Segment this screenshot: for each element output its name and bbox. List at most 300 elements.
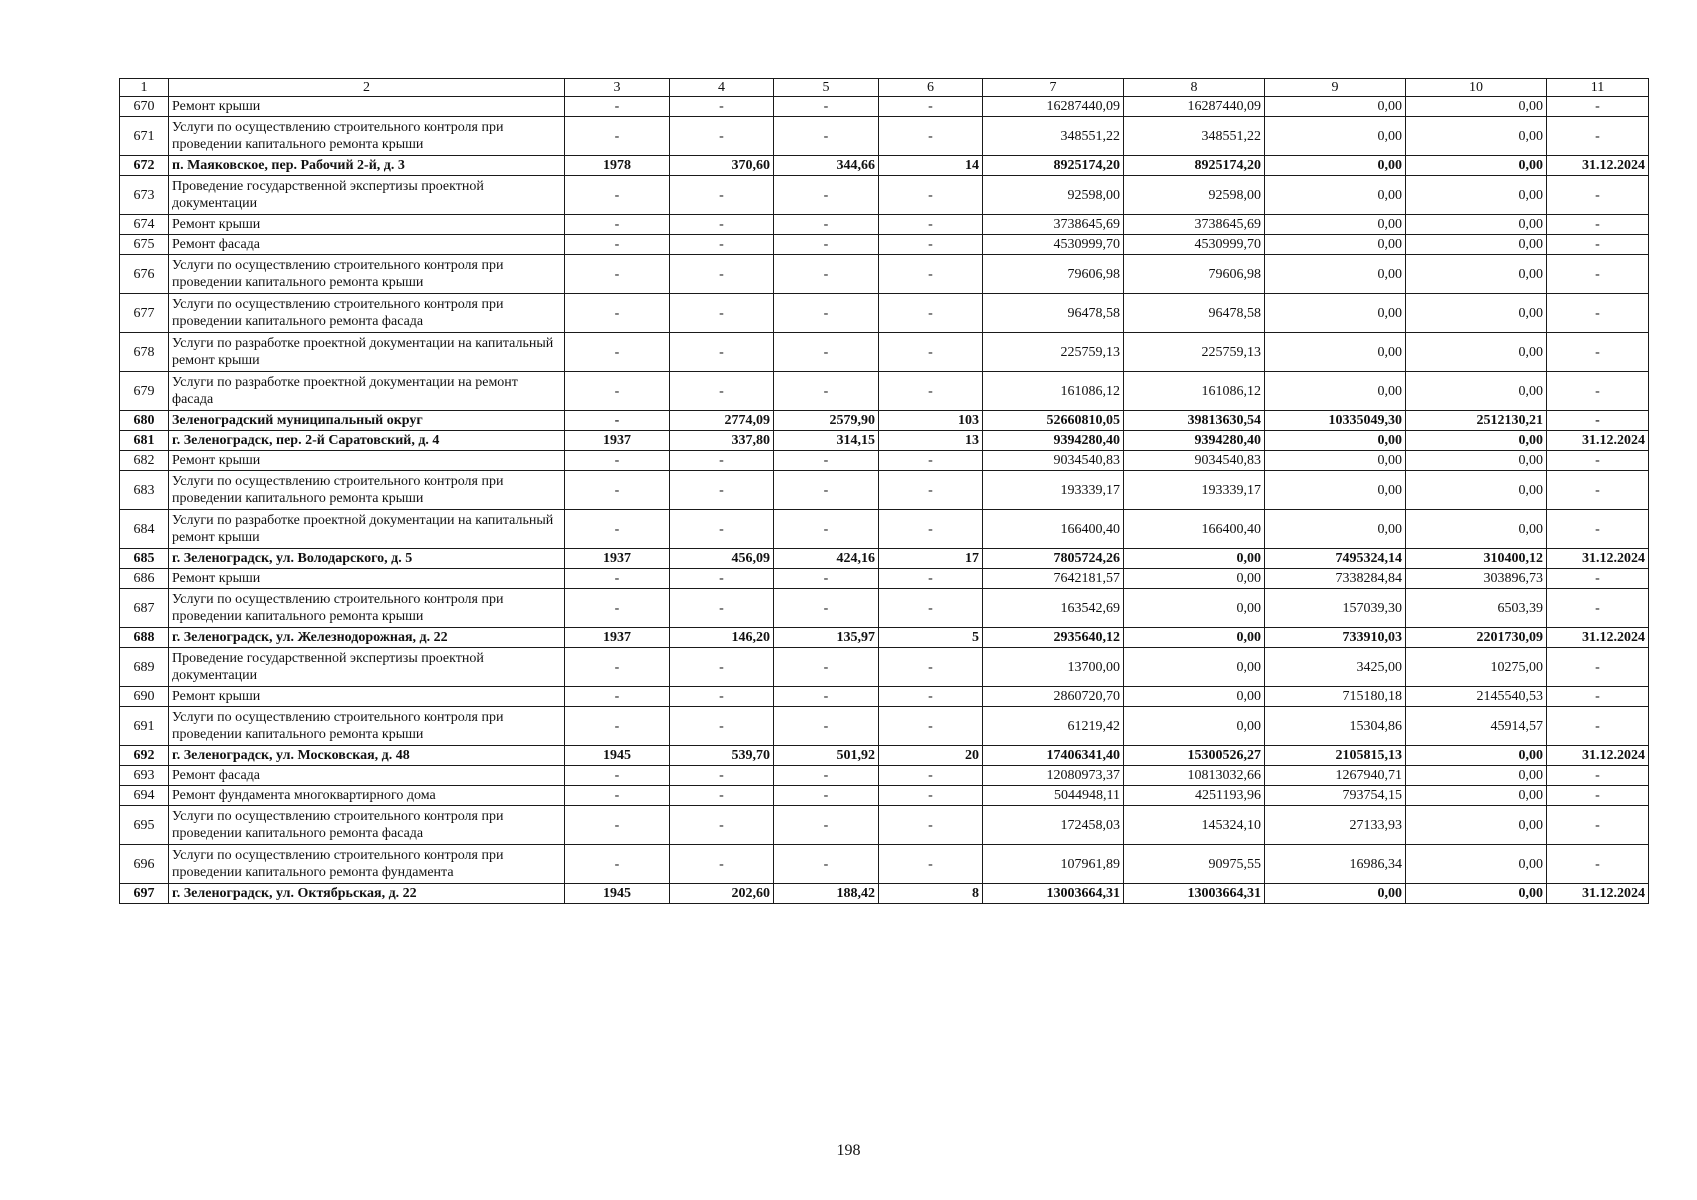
work-item-row xyxy=(120,333,1649,372)
cell-col-4: 539,70 xyxy=(670,746,774,766)
cell-col-5: - xyxy=(774,235,879,255)
cell-col-9: 10335049,30 xyxy=(1265,411,1406,431)
cell-col-3: - xyxy=(565,707,670,746)
cell-col-6: 13 xyxy=(879,431,983,451)
cell-col-7: 13700,00 xyxy=(983,648,1124,687)
cell-col-5: - xyxy=(774,707,879,746)
cell-col-5: - xyxy=(774,176,879,215)
cell-col-4: - xyxy=(670,806,774,845)
item-name: Услуги по осуществлению строительного контроля при проведении капитального ремонта крыши xyxy=(169,255,565,294)
cell-col-5: - xyxy=(774,589,879,628)
cell-col-10: 0,00 xyxy=(1406,471,1547,510)
item-name: Ремонт крыши xyxy=(169,97,565,117)
cell-col-7: 4530999,70 xyxy=(983,235,1124,255)
cell-col-5: - xyxy=(774,786,879,806)
cell-col-6: 17 xyxy=(879,549,983,569)
column-number-cell: 10 xyxy=(1406,79,1547,97)
cell-col-10: 0,00 xyxy=(1406,451,1547,471)
item-name: Ремонт фасада xyxy=(169,235,565,255)
cell-col-10: 0,00 xyxy=(1406,884,1547,904)
row-number: 679 xyxy=(120,372,169,411)
row-number: 692 xyxy=(120,746,169,766)
cell-col-9: 0,00 xyxy=(1265,156,1406,176)
work-item-row xyxy=(120,589,1649,628)
cell-col-11: - xyxy=(1547,333,1649,372)
cell-col-10: 0,00 xyxy=(1406,255,1547,294)
cell-col-7: 16287440,09 xyxy=(983,97,1124,117)
cell-col-4: - xyxy=(670,294,774,333)
cell-col-6: - xyxy=(879,255,983,294)
item-name: г. Зеленоградск, пер. 2-й Саратовский, д. 4 xyxy=(169,431,565,451)
cell-col-11: - xyxy=(1547,589,1649,628)
row-number: 673 xyxy=(120,176,169,215)
cell-col-11: 31.12.2024 xyxy=(1547,884,1649,904)
cell-col-5: 188,42 xyxy=(774,884,879,904)
cell-col-8: 8925174,20 xyxy=(1124,156,1265,176)
cell-col-6: 103 xyxy=(879,411,983,431)
cell-col-4: 370,60 xyxy=(670,156,774,176)
object-summary-row xyxy=(120,431,1649,451)
cell-col-4: - xyxy=(670,235,774,255)
cell-col-11: - xyxy=(1547,97,1649,117)
cell-col-9: 15304,86 xyxy=(1265,707,1406,746)
cell-col-4: - xyxy=(670,589,774,628)
row-number: 681 xyxy=(120,431,169,451)
cell-col-3: - xyxy=(565,569,670,589)
item-name: Проведение государственной экспертизы проектной документации xyxy=(169,176,565,215)
cell-col-11: - xyxy=(1547,117,1649,156)
cell-col-6: - xyxy=(879,235,983,255)
cell-col-9: 793754,15 xyxy=(1265,786,1406,806)
cell-col-6: - xyxy=(879,766,983,786)
cell-col-4: - xyxy=(670,97,774,117)
cell-col-7: 8925174,20 xyxy=(983,156,1124,176)
cell-col-11: - xyxy=(1547,215,1649,235)
cell-col-10: 0,00 xyxy=(1406,294,1547,333)
cell-col-7: 13003664,31 xyxy=(983,884,1124,904)
cell-col-8: 0,00 xyxy=(1124,549,1265,569)
item-name: г. Зеленоградск, ул. Железнодорожная, д. 22 xyxy=(169,628,565,648)
column-number-cell: 11 xyxy=(1547,79,1649,97)
row-number: 676 xyxy=(120,255,169,294)
cell-col-6: - xyxy=(879,589,983,628)
work-item-row xyxy=(120,97,1649,117)
cell-col-7: 9034540,83 xyxy=(983,451,1124,471)
cell-col-10: 310400,12 xyxy=(1406,549,1547,569)
cell-col-10: 2201730,09 xyxy=(1406,628,1547,648)
cell-col-5: - xyxy=(774,806,879,845)
cell-col-11: - xyxy=(1547,648,1649,687)
cell-col-8: 96478,58 xyxy=(1124,294,1265,333)
item-name: Зеленоградский муниципальный округ xyxy=(169,411,565,431)
cell-col-6: 20 xyxy=(879,746,983,766)
cell-col-11: - xyxy=(1547,687,1649,707)
row-number: 672 xyxy=(120,156,169,176)
cell-col-5: - xyxy=(774,471,879,510)
cell-col-3: - xyxy=(565,235,670,255)
cell-col-4: 202,60 xyxy=(670,884,774,904)
cell-col-10: 0,00 xyxy=(1406,786,1547,806)
cell-col-11: - xyxy=(1547,569,1649,589)
register-body xyxy=(120,79,1649,904)
cell-col-7: 52660810,05 xyxy=(983,411,1124,431)
cell-col-5: - xyxy=(774,845,879,884)
cell-col-10: 45914,57 xyxy=(1406,707,1547,746)
cell-col-8: 4530999,70 xyxy=(1124,235,1265,255)
cell-col-3: - xyxy=(565,510,670,549)
work-item-row xyxy=(120,215,1649,235)
cell-col-5: - xyxy=(774,117,879,156)
item-name: Проведение государственной экспертизы проектной документации xyxy=(169,648,565,687)
cell-col-9: 0,00 xyxy=(1265,294,1406,333)
cell-col-6: - xyxy=(879,648,983,687)
cell-col-6: - xyxy=(879,176,983,215)
cell-col-10: 0,00 xyxy=(1406,510,1547,549)
cell-col-6: 8 xyxy=(879,884,983,904)
cell-col-10: 0,00 xyxy=(1406,156,1547,176)
item-name: Услуги по осуществлению строительного контроля при проведении капитального ремонта крыши xyxy=(169,707,565,746)
cell-col-9: 0,00 xyxy=(1265,451,1406,471)
cell-col-3: - xyxy=(565,255,670,294)
column-number-cell: 8 xyxy=(1124,79,1265,97)
cell-col-5: - xyxy=(774,255,879,294)
cell-col-9: 0,00 xyxy=(1265,255,1406,294)
cell-col-4: - xyxy=(670,215,774,235)
cell-col-8: 166400,40 xyxy=(1124,510,1265,549)
cell-col-3: - xyxy=(565,372,670,411)
cell-col-5: - xyxy=(774,215,879,235)
cell-col-11: - xyxy=(1547,510,1649,549)
cell-col-11: - xyxy=(1547,707,1649,746)
cell-col-5: - xyxy=(774,648,879,687)
cell-col-8: 0,00 xyxy=(1124,648,1265,687)
row-number: 696 xyxy=(120,845,169,884)
cell-col-3: - xyxy=(565,117,670,156)
cell-col-3: - xyxy=(565,589,670,628)
cell-col-11: 31.12.2024 xyxy=(1547,746,1649,766)
cell-col-9: 27133,93 xyxy=(1265,806,1406,845)
cell-col-6: - xyxy=(879,845,983,884)
cell-col-3: - xyxy=(565,176,670,215)
row-number: 693 xyxy=(120,766,169,786)
cell-col-6: 14 xyxy=(879,156,983,176)
item-name: Услуги по осуществлению строительного контроля при проведении капитального ремонта крыши xyxy=(169,117,565,156)
cell-col-8: 13003664,31 xyxy=(1124,884,1265,904)
cell-col-6: - xyxy=(879,451,983,471)
cell-col-6: - xyxy=(879,333,983,372)
column-number-cell: 4 xyxy=(670,79,774,97)
cell-col-10: 2512130,21 xyxy=(1406,411,1547,431)
cell-col-10: 0,00 xyxy=(1406,746,1547,766)
cell-col-10: 0,00 xyxy=(1406,97,1547,117)
cell-col-10: 2145540,53 xyxy=(1406,687,1547,707)
cell-col-9: 0,00 xyxy=(1265,431,1406,451)
item-name: Ремонт крыши xyxy=(169,451,565,471)
cell-col-9: 7338284,84 xyxy=(1265,569,1406,589)
cell-col-8: 3738645,69 xyxy=(1124,215,1265,235)
work-item-row xyxy=(120,786,1649,806)
row-number: 695 xyxy=(120,806,169,845)
row-number: 682 xyxy=(120,451,169,471)
cell-col-7: 96478,58 xyxy=(983,294,1124,333)
cell-col-5: - xyxy=(774,687,879,707)
cell-col-4: - xyxy=(670,786,774,806)
cell-col-6: - xyxy=(879,687,983,707)
row-number: 687 xyxy=(120,589,169,628)
item-name: Услуги по разработке проектной документации на капитальный ремонт крыши xyxy=(169,510,565,549)
row-number: 674 xyxy=(120,215,169,235)
cell-col-6: - xyxy=(879,786,983,806)
cell-col-6: - xyxy=(879,294,983,333)
item-name: Услуги по разработке проектной документации на ремонт фасада xyxy=(169,372,565,411)
register-sheet xyxy=(119,78,1649,904)
cell-col-4: - xyxy=(670,648,774,687)
cell-col-6: - xyxy=(879,117,983,156)
cell-col-6: - xyxy=(879,372,983,411)
cell-col-3: - xyxy=(565,766,670,786)
item-name: Ремонт крыши xyxy=(169,215,565,235)
cell-col-9: 0,00 xyxy=(1265,235,1406,255)
row-number: 688 xyxy=(120,628,169,648)
work-item-row xyxy=(120,117,1649,156)
row-number: 680 xyxy=(120,411,169,431)
cell-col-7: 17406341,40 xyxy=(983,746,1124,766)
work-item-row xyxy=(120,707,1649,746)
cell-col-4: - xyxy=(670,451,774,471)
cell-col-9: 0,00 xyxy=(1265,884,1406,904)
object-summary-row xyxy=(120,156,1649,176)
work-item-row xyxy=(120,845,1649,884)
cell-col-5: 424,16 xyxy=(774,549,879,569)
cell-col-11: - xyxy=(1547,845,1649,884)
row-number: 694 xyxy=(120,786,169,806)
cell-col-8: 225759,13 xyxy=(1124,333,1265,372)
row-number: 689 xyxy=(120,648,169,687)
cell-col-8: 0,00 xyxy=(1124,589,1265,628)
cell-col-9: 733910,03 xyxy=(1265,628,1406,648)
cell-col-10: 303896,73 xyxy=(1406,569,1547,589)
work-item-row xyxy=(120,766,1649,786)
cell-col-3: - xyxy=(565,648,670,687)
cell-col-9: 715180,18 xyxy=(1265,687,1406,707)
object-summary-row xyxy=(120,884,1649,904)
cell-col-4: 456,09 xyxy=(670,549,774,569)
cell-col-4: - xyxy=(670,845,774,884)
row-number: 678 xyxy=(120,333,169,372)
cell-col-5: - xyxy=(774,372,879,411)
cell-col-6: - xyxy=(879,707,983,746)
column-number-cell: 9 xyxy=(1265,79,1406,97)
column-number-cell: 6 xyxy=(879,79,983,97)
cell-col-3: - xyxy=(565,451,670,471)
cell-col-4: - xyxy=(670,766,774,786)
cell-col-11: 31.12.2024 xyxy=(1547,431,1649,451)
column-number-cell: 2 xyxy=(169,79,565,97)
cell-col-8: 0,00 xyxy=(1124,687,1265,707)
item-name: Ремонт фундамента многоквартирного дома xyxy=(169,786,565,806)
cell-col-7: 3738645,69 xyxy=(983,215,1124,235)
cell-col-9: 0,00 xyxy=(1265,333,1406,372)
item-name: Ремонт крыши xyxy=(169,687,565,707)
cell-col-3: - xyxy=(565,294,670,333)
item-name: г. Зеленоградск, ул. Володарского, д. 5 xyxy=(169,549,565,569)
cell-col-5: 501,92 xyxy=(774,746,879,766)
cell-col-7: 2860720,70 xyxy=(983,687,1124,707)
cell-col-7: 193339,17 xyxy=(983,471,1124,510)
cell-col-9: 0,00 xyxy=(1265,176,1406,215)
cell-col-6: - xyxy=(879,215,983,235)
cell-col-4: - xyxy=(670,707,774,746)
cell-col-10: 0,00 xyxy=(1406,176,1547,215)
cell-col-9: 2105815,13 xyxy=(1265,746,1406,766)
cell-col-3: - xyxy=(565,97,670,117)
cell-col-4: - xyxy=(670,117,774,156)
row-number: 683 xyxy=(120,471,169,510)
cell-col-5: 344,66 xyxy=(774,156,879,176)
cell-col-10: 0,00 xyxy=(1406,845,1547,884)
row-number: 685 xyxy=(120,549,169,569)
cell-col-7: 79606,98 xyxy=(983,255,1124,294)
cell-col-8: 348551,22 xyxy=(1124,117,1265,156)
object-summary-row xyxy=(120,746,1649,766)
cell-col-7: 348551,22 xyxy=(983,117,1124,156)
cell-col-7: 225759,13 xyxy=(983,333,1124,372)
cell-col-6: - xyxy=(879,510,983,549)
column-number-cell: 3 xyxy=(565,79,670,97)
cell-col-11: 31.12.2024 xyxy=(1547,628,1649,648)
cell-col-7: 7642181,57 xyxy=(983,569,1124,589)
row-number: 697 xyxy=(120,884,169,904)
cell-col-7: 172458,03 xyxy=(983,806,1124,845)
column-number-cell: 5 xyxy=(774,79,879,97)
cell-col-8: 0,00 xyxy=(1124,569,1265,589)
cell-col-6: - xyxy=(879,471,983,510)
repair-register-table xyxy=(119,78,1649,904)
cell-col-11: - xyxy=(1547,766,1649,786)
cell-col-7: 9394280,40 xyxy=(983,431,1124,451)
cell-col-8: 39813630,54 xyxy=(1124,411,1265,431)
item-name: Услуги по осуществлению строительного контроля при проведении капитального ремонта крыши xyxy=(169,471,565,510)
cell-col-8: 92598,00 xyxy=(1124,176,1265,215)
work-item-row xyxy=(120,235,1649,255)
work-item-row xyxy=(120,372,1649,411)
cell-col-10: 0,00 xyxy=(1406,431,1547,451)
cell-col-9: 0,00 xyxy=(1265,372,1406,411)
cell-col-4: - xyxy=(670,687,774,707)
cell-col-5: - xyxy=(774,97,879,117)
cell-col-3: 1978 xyxy=(565,156,670,176)
cell-col-5: - xyxy=(774,510,879,549)
column-number-cell: 1 xyxy=(120,79,169,97)
cell-col-7: 163542,69 xyxy=(983,589,1124,628)
work-item-row xyxy=(120,510,1649,549)
cell-col-3: - xyxy=(565,845,670,884)
cell-col-11: - xyxy=(1547,411,1649,431)
cell-col-10: 0,00 xyxy=(1406,333,1547,372)
item-name: г. Зеленоградск, ул. Московская, д. 48 xyxy=(169,746,565,766)
cell-col-9: 0,00 xyxy=(1265,471,1406,510)
page-number: 198 xyxy=(836,1142,861,1159)
cell-col-6: - xyxy=(879,97,983,117)
work-item-row xyxy=(120,294,1649,333)
row-number: 691 xyxy=(120,707,169,746)
cell-col-7: 2935640,12 xyxy=(983,628,1124,648)
cell-col-10: 0,00 xyxy=(1406,766,1547,786)
cell-col-6: - xyxy=(879,569,983,589)
work-item-row xyxy=(120,255,1649,294)
cell-col-10: 0,00 xyxy=(1406,117,1547,156)
cell-col-8: 0,00 xyxy=(1124,628,1265,648)
cell-col-11: - xyxy=(1547,451,1649,471)
cell-col-8: 16287440,09 xyxy=(1124,97,1265,117)
cell-col-8: 4251193,96 xyxy=(1124,786,1265,806)
cell-col-4: - xyxy=(670,333,774,372)
row-number: 671 xyxy=(120,117,169,156)
row-number: 684 xyxy=(120,510,169,549)
cell-col-9: 16986,34 xyxy=(1265,845,1406,884)
cell-col-3: - xyxy=(565,333,670,372)
cell-col-5: 135,97 xyxy=(774,628,879,648)
cell-col-8: 90975,55 xyxy=(1124,845,1265,884)
cell-col-9: 157039,30 xyxy=(1265,589,1406,628)
cell-col-7: 166400,40 xyxy=(983,510,1124,549)
cell-col-10: 0,00 xyxy=(1406,372,1547,411)
cell-col-8: 10813032,66 xyxy=(1124,766,1265,786)
item-name: Услуги по осуществлению строительного контроля при проведении капитального ремонта фасада xyxy=(169,294,565,333)
column-number-row xyxy=(120,79,1649,97)
cell-col-7: 7805724,26 xyxy=(983,549,1124,569)
cell-col-5: - xyxy=(774,766,879,786)
cell-col-5: - xyxy=(774,294,879,333)
cell-col-10: 0,00 xyxy=(1406,235,1547,255)
cell-col-3: - xyxy=(565,471,670,510)
row-number: 670 xyxy=(120,97,169,117)
cell-col-3: - xyxy=(565,687,670,707)
cell-col-5: - xyxy=(774,333,879,372)
cell-col-7: 107961,89 xyxy=(983,845,1124,884)
cell-col-10: 6503,39 xyxy=(1406,589,1547,628)
cell-col-6: 5 xyxy=(879,628,983,648)
cell-col-8: 79606,98 xyxy=(1124,255,1265,294)
cell-col-4: 337,80 xyxy=(670,431,774,451)
cell-col-9: 0,00 xyxy=(1265,97,1406,117)
cell-col-8: 9394280,40 xyxy=(1124,431,1265,451)
cell-col-4: - xyxy=(670,176,774,215)
work-item-row xyxy=(120,648,1649,687)
cell-col-11: - xyxy=(1547,235,1649,255)
cell-col-11: - xyxy=(1547,294,1649,333)
cell-col-10: 10275,00 xyxy=(1406,648,1547,687)
item-name: п. Маяковское, пер. Рабочий 2-й, д. 3 xyxy=(169,156,565,176)
item-name: Услуги по осуществлению строительного контроля при проведении капитального ремонта крыши xyxy=(169,589,565,628)
cell-col-7: 5044948,11 xyxy=(983,786,1124,806)
cell-col-8: 161086,12 xyxy=(1124,372,1265,411)
cell-col-11: - xyxy=(1547,806,1649,845)
work-item-row xyxy=(120,471,1649,510)
cell-col-7: 61219,42 xyxy=(983,707,1124,746)
cell-col-8: 0,00 xyxy=(1124,707,1265,746)
cell-col-11: - xyxy=(1547,786,1649,806)
row-number: 675 xyxy=(120,235,169,255)
cell-col-9: 1267940,71 xyxy=(1265,766,1406,786)
cell-col-3: 1945 xyxy=(565,884,670,904)
cell-col-7: 92598,00 xyxy=(983,176,1124,215)
object-summary-row xyxy=(120,549,1649,569)
row-number: 677 xyxy=(120,294,169,333)
work-item-row xyxy=(120,687,1649,707)
cell-col-11: 31.12.2024 xyxy=(1547,549,1649,569)
cell-col-8: 145324,10 xyxy=(1124,806,1265,845)
